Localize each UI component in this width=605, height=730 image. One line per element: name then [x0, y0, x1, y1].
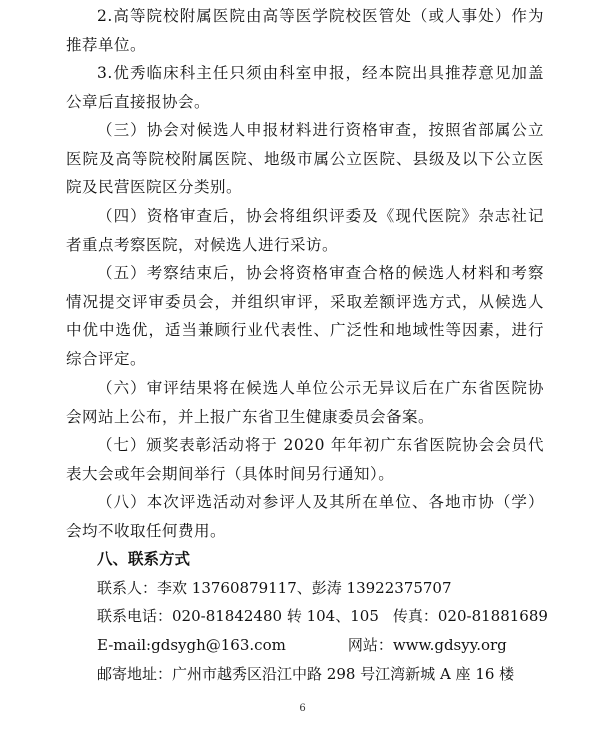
- paragraph-award-ceremony: （七）颁奖表彰活动将于 2020 年年初广东省医院协会会员代表大会或年会期间举行（具体时间另行通知）。: [66, 436, 544, 483]
- paragraph-clinical-director: 3.优秀临床科主任只须由科室申报，经本院出具推荐意见加盖公章后直接报协会。: [66, 64, 544, 111]
- paragraph-university-hospital: 2.高等院校附属医院由高等医学院校医管处（或人事处）作为推荐单位。: [66, 7, 544, 54]
- email-label: E-mail:: [97, 636, 152, 654]
- paragraph-site-inspection: （四）资格审查后，协会将组织评委及《现代医院》杂志社记者重点考察医院，对候选人进行采访。: [66, 207, 544, 254]
- contact-person-label: 联系人：: [97, 579, 158, 597]
- page-number: 6: [299, 703, 306, 714]
- website-label: 网站：: [347, 636, 393, 654]
- fax-value: 020-81881689: [437, 607, 548, 625]
- paragraph-evaluation-committee: （五）考察结束后，协会将资格审查合格的候选人材料和考察情况提交评审委员会，并组织审评，采取差额评选方式，从候选人中优中选优，适当兼顾行业代表性、广泛性和地域性等因素，进行综合评定。: [66, 264, 544, 368]
- address-label: 邮寄地址：: [97, 665, 173, 683]
- section-heading-contact: 八、联系方式: [97, 550, 191, 568]
- phone-value: 020-81842480 转 104、105: [172, 607, 379, 625]
- email-value: gdsygh@163.com: [151, 636, 286, 654]
- contact-address-line: [97, 660, 514, 689]
- contact-person-1: 李欢 13760879117、: [157, 579, 312, 597]
- fax-label: 传真：: [392, 607, 438, 625]
- contact-email-line: [97, 631, 507, 660]
- paragraph-result-publication: （六）审评结果将在候选人单位公示无异议后在广东省医院协会网站上公布，并上报广东省卫生健康委员会备案。: [66, 379, 544, 426]
- website-value: www.gdsyy.org: [392, 636, 507, 654]
- address-value: 广州市越秀区沿江中路 298 号江湾新城 A 座 16 楼: [172, 665, 515, 683]
- paragraph-qualification-review: （三）协会对候选人申报材料进行资格审查，按照省部属公立医院及高等院校附属医院、地级市属公立医院、县级及以下公立医院及民营医院区分类别。: [66, 121, 544, 197]
- phone-label: 联系电话：: [97, 607, 173, 625]
- contact-person-line: [97, 574, 452, 603]
- contact-phone-line: [97, 602, 548, 631]
- paragraph-no-fee: （八）本次评选活动对参评人及其所在单位、各地市协（学）会均不收取任何费用。: [66, 493, 544, 540]
- contact-person-2: 彭涛 13922375707: [311, 579, 452, 597]
